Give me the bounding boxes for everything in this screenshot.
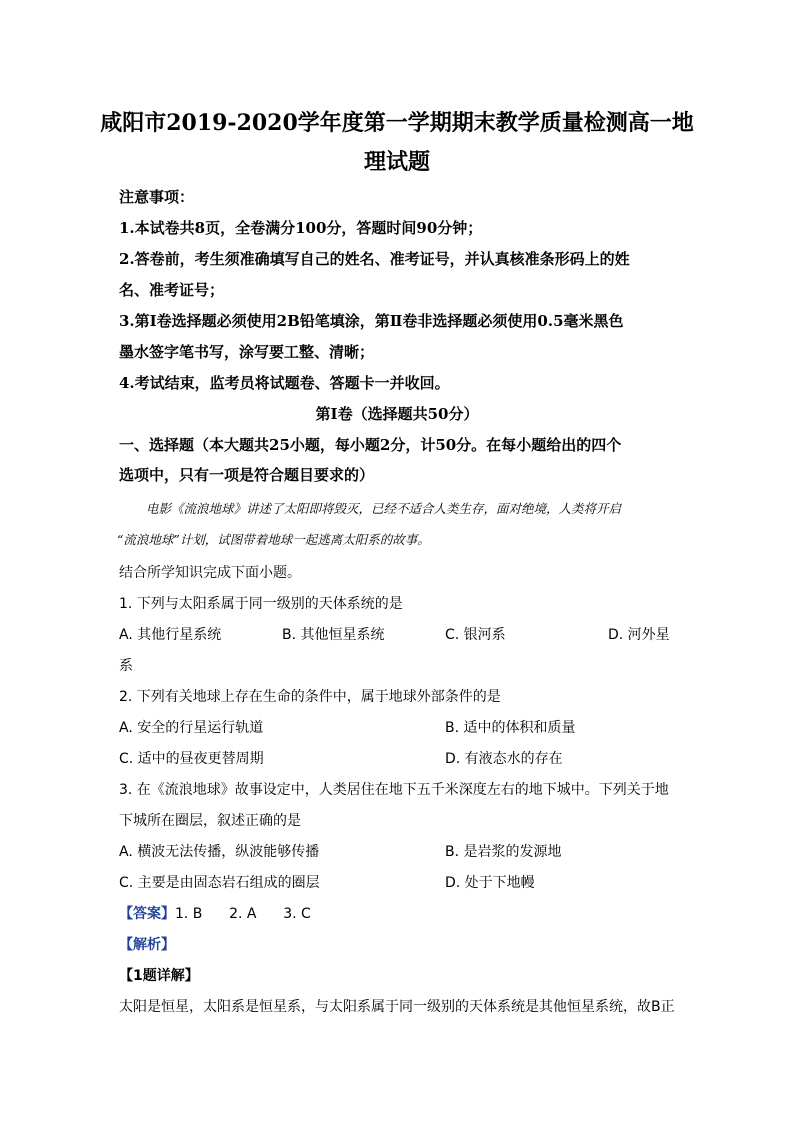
- part-heading-1: 一、选择题（本大题共25小题，每小题2分，计50分。在每小题给出的四个: [119, 436, 622, 454]
- instruction: 结合所学知识完成下面小题。: [119, 565, 301, 581]
- detail-text: 太阳是恒星，太阳系是恒星系，与太阳系属于同一级别的天体系统是其他恒星系统，故B正: [119, 999, 675, 1015]
- q2-option-d: D. 有液态水的存在: [445, 751, 563, 767]
- q2-option-b: B. 适中的体积和质量: [445, 720, 576, 736]
- doc-title-line-2: 理试题: [363, 149, 430, 175]
- notice-3: 3.第Ⅰ卷选择题必须使用2B铅笔填涂，第Ⅱ卷非选择题必须使用0.5毫米黑色: [119, 312, 624, 330]
- q3-option-c: C. 主要是由固态岩石组成的圈层: [119, 875, 320, 891]
- notice-2: 2.答卷前，考生须准确填写自己的姓名、准考证号，并认真核准条形码上的姓: [119, 250, 630, 268]
- q2-option-c: C. 适中的昼夜更替周期: [119, 751, 264, 767]
- notice-4: 4.考试结束，监考员将试题卷、答题卡一并收回。: [119, 374, 450, 392]
- answer-label: 【答案】: [119, 906, 175, 922]
- q3-stem-1: 3. 在《流浪地球》故事设定中，人类居住在地下五千米深度左右的地下城中。下列关于地: [119, 782, 669, 798]
- q3-stem-2: 下城所在圈层，叙述正确的是: [119, 813, 301, 829]
- q1-option-b: B. 其他恒星系统: [282, 627, 385, 643]
- q1-stem: 1. 下列与太阳系属于同一级别的天体系统的是: [119, 596, 403, 612]
- q1-option-c: C. 银河系: [445, 627, 506, 643]
- story-line-2: “流浪地球”计划，试图带着地球一起逃离太阳系的故事。: [117, 532, 430, 547]
- answer-row: [119, 903, 311, 923]
- part-heading-2: 选项中，只有一项是符合题目要求的）: [119, 466, 375, 484]
- q3-option-a: A. 横波无法传播，纵波能够传播: [119, 844, 320, 860]
- analysis-label: 【解析】: [119, 937, 175, 953]
- notice-2-cont: 名、准考证号；: [119, 281, 225, 299]
- q3-option-d: D. 处于下地幔: [445, 875, 535, 891]
- notice-3-cont: 墨水签字笔书写，涂写要工整、清晰；: [119, 343, 375, 361]
- q2-option-a: A. 安全的行星运行轨道: [119, 720, 264, 736]
- section-title: 第Ⅰ卷（选择题共50分）: [315, 405, 479, 423]
- story-line-1: 电影《流浪地球》讲述了太阳即将毁灭，已经不适合人类生存，面对绝境，人类将开启: [146, 501, 622, 516]
- q2-stem: 2. 下列有关地球上存在生命的条件中，属于地球外部条件的是: [119, 689, 501, 705]
- answer-values: 1. B 2. A 3. C: [175, 906, 311, 922]
- doc-title-line-1: 咸阳市2019-2020学年度第一学期期末教学质量检测高一地: [100, 110, 694, 136]
- notice-1: 1.本试卷共8页，全卷满分100分，答题时间90分钟；: [119, 219, 483, 237]
- notice-heading: 注意事项：: [119, 188, 195, 206]
- q3-option-b: B. 是岩浆的发源地: [445, 844, 562, 860]
- q1-option-d: D. 河外星: [608, 627, 670, 643]
- q1-option-d-wrap: 系: [119, 658, 133, 674]
- detail-label: 【1题详解】: [119, 968, 199, 984]
- q1-option-a: A. 其他行星系统: [119, 627, 222, 643]
